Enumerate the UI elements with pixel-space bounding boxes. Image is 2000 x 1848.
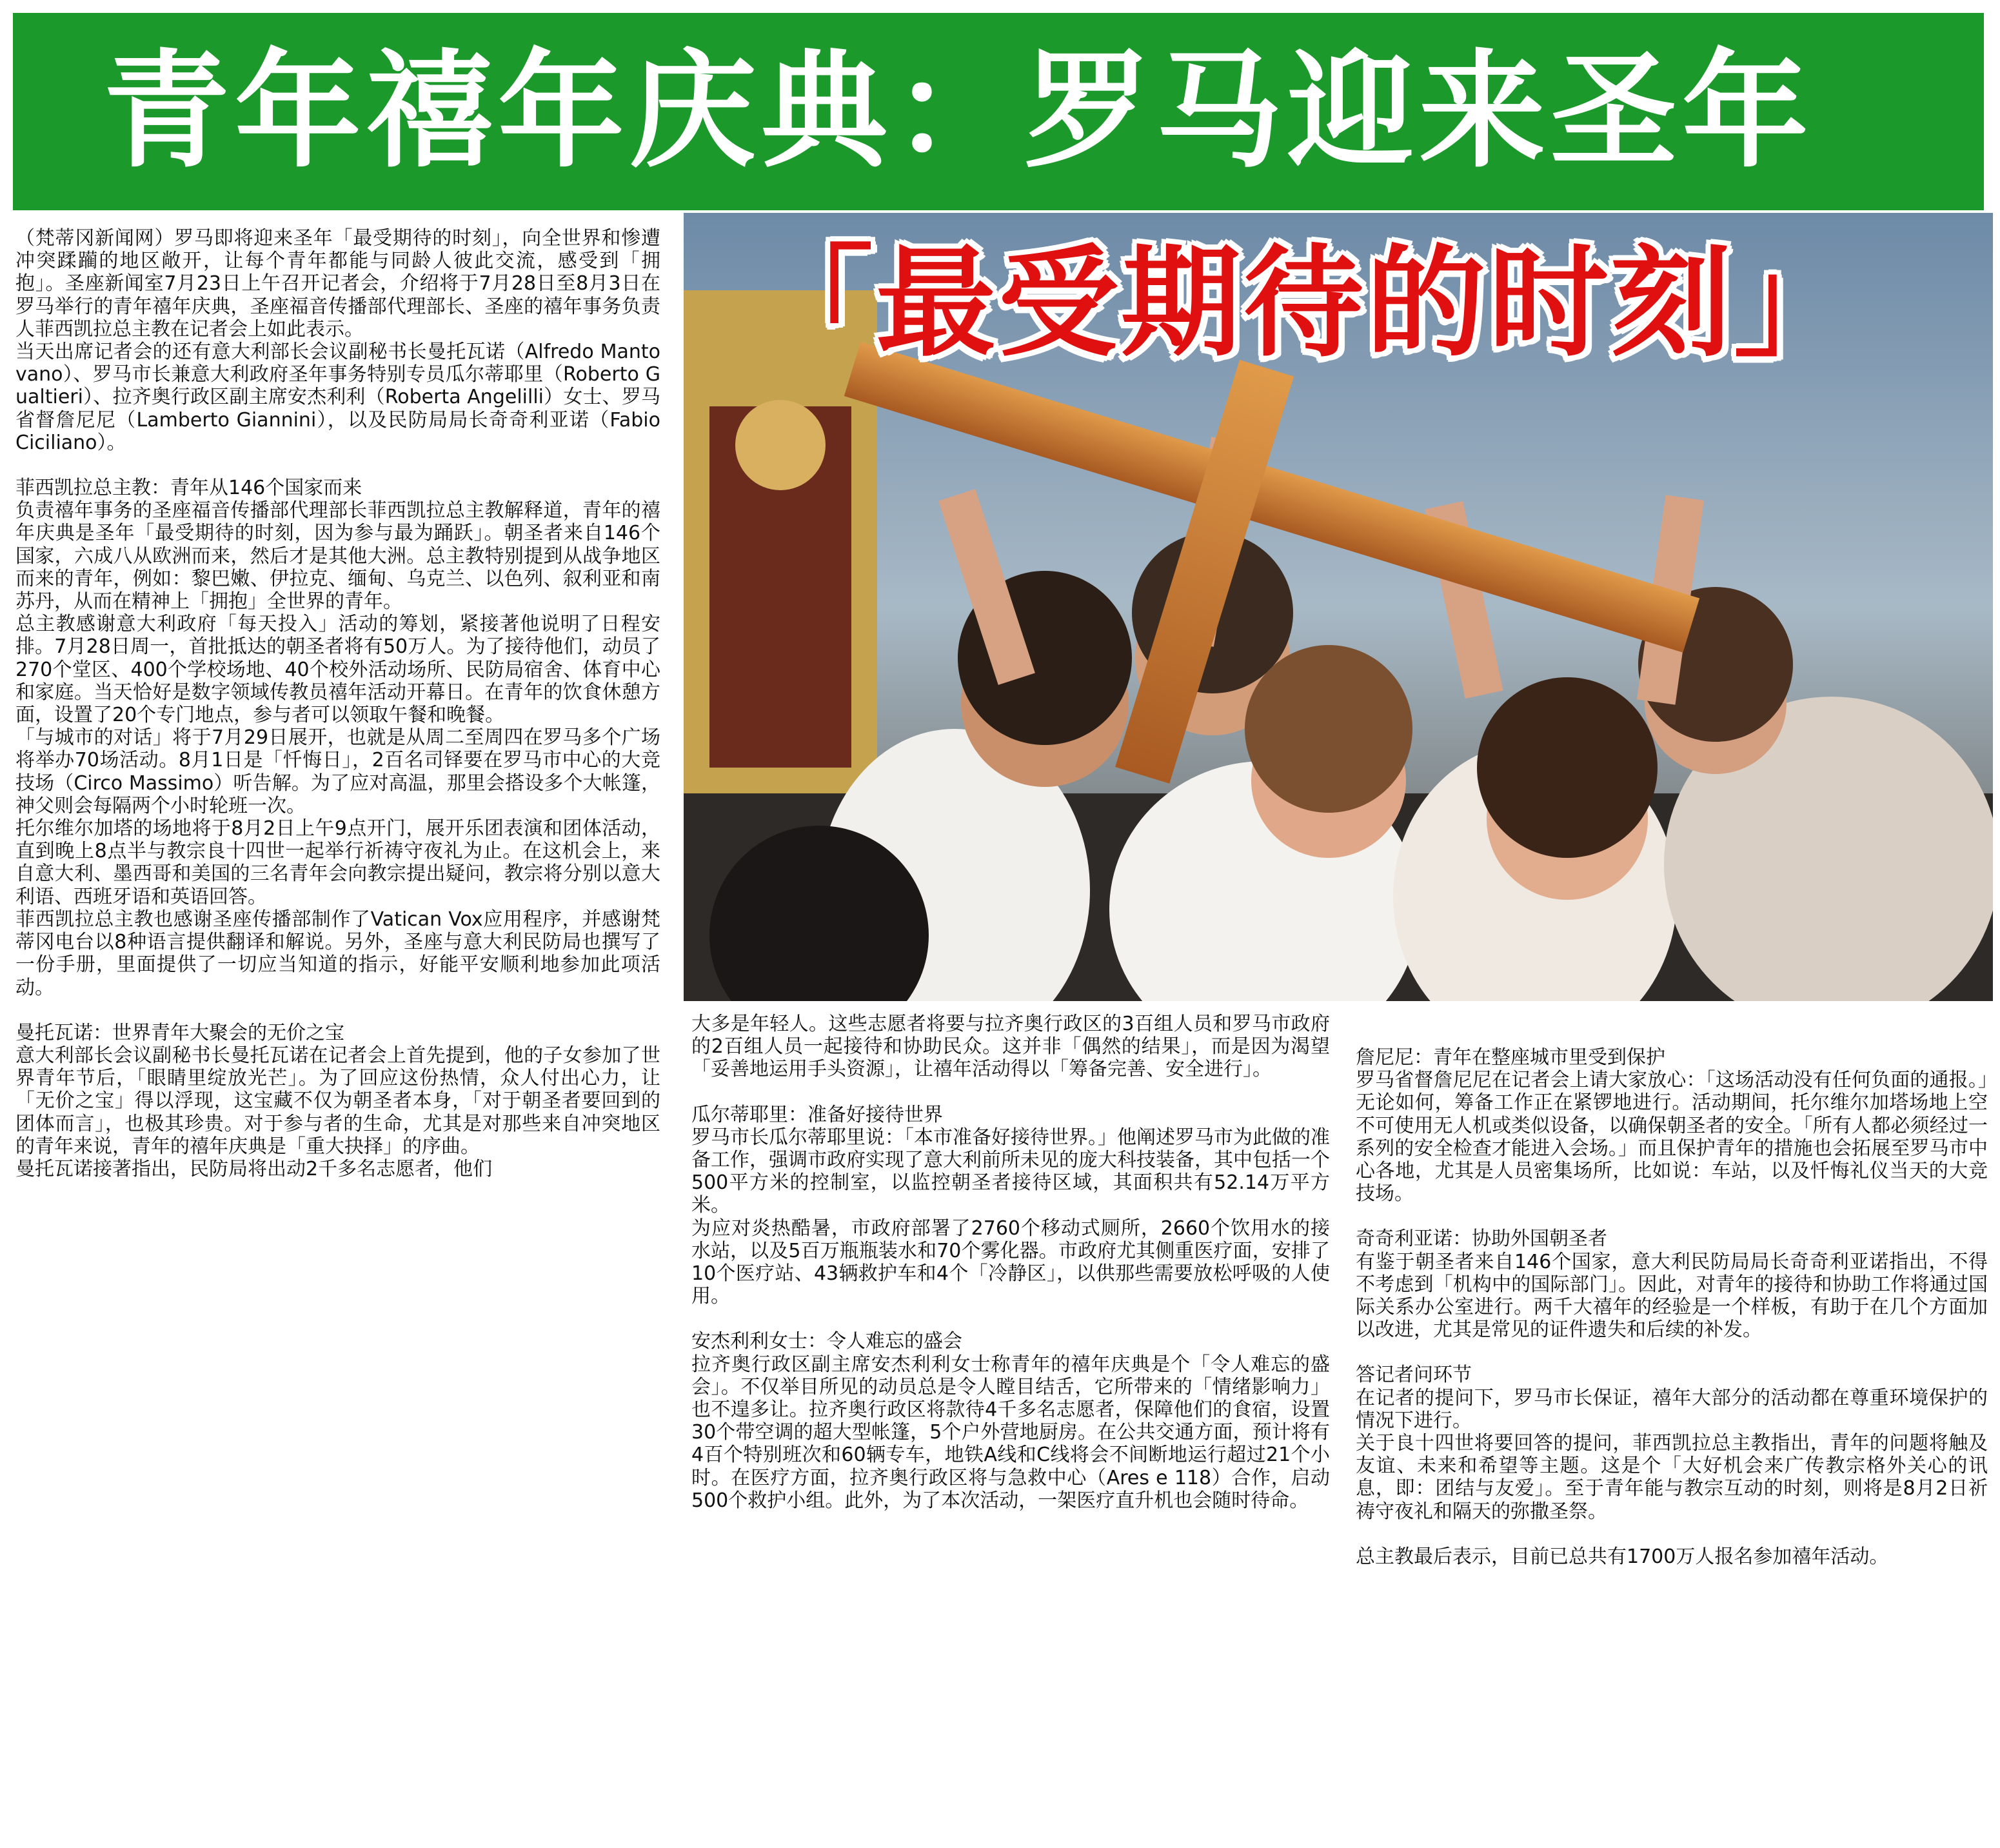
article-column-3 [1356,1046,1988,1568]
section-heading: 答记者问环节 [1356,1364,1472,1387]
paragraph: 托尔维尔加塔的场地将于8月2日上午9点开门，展开乐团表演和团体活动，直到晚上8点半与教宗良十四世一起举行祈祷守夜礼为止。在这机会上，来自意大利、墨西哥和美国的三名青年会向教宗提出疑问，教宗将分别以意大利语、西班牙语和英语回答。 [15,817,660,908]
paragraph: 大多是年轻人。这些志愿者将要与拉齐奥行政区的3百组人员和罗马市政府的2百组人员一起接待和协助民众。这并非「偶然的结果」，而是因为渴望「妥善地运用手头资源」，让禧年活动得以「筹备完善、安全进行」。 [691,1013,1330,1081]
paragraph: 意大利部长会议副秘书长曼托瓦诺在记者会上首先提到，他的子女参加了世界青年节后，「眼睛里绽放光芒」。为了回应这份热情，众人付出心力，让「无价之宝」得以浮现，这宝藏不仅为朝圣者本身，「对于朝圣者要回到的团体而言」，也极其珍贵。对于参与者的生命，尤其是对那些来自冲突地区的青年来说，青年的禧年庆典是「重大抉择」的序曲。 [15,1044,660,1158]
paragraph: 罗马市长瓜尔蒂耶里说：「本市准备好接待世界。」他阐述罗马市为此做的准备工作，强调市政府实现了意大利前所未见的庞大科技装备，其中包括一个500平方米的控制室，以监控朝圣者接待区域，其面积共有52.14万平方米。 [691,1126,1330,1217]
section-heading: 菲西凯拉总主教：青年从146个国家而来 [15,477,362,500]
paragraph: 「与城市的对话」将于7月29日展开，也就是从周二至周四在罗马多个广场将举办70场活动。8月1日是「忏悔日」，2百名司铎要在罗马市中心的大竞技场（Circo Massimo）听告解。为了应对高温，那里会搭设多个大帐篷，神父则会每隔两个小时轮班一次。 [15,726,660,817]
paragraph: 罗马省督詹尼尼在记者会上请大家放心：「这场活动没有任何负面的通报。」无论如何，筹备工作正在紧锣地进行。活动期间，托尔维尔加塔场地上空不可使用无人机或类似设备，以确保朝圣者的安全。「所有人都必须经过一系列的安全检查才能进入会场。」而且保护青年的措施也会拓展至罗马市中心各地，尤其是人员密集场所，比如说：车站，以及忏悔礼仪当天的大竞技场。 [1356,1069,1988,1206]
paragraph: 关于良十四世将要回答的提问，菲西凯拉总主教指出，青年的问题将触及友谊、未来和希望等主题。这是个「大好机会来广传教宗格外关心的讯息，即：团结与友爱」。至于青年能与教宗互动的时刻，则将是8月2日祈祷守夜礼和隔天的弥撒圣祭。 [1356,1432,1988,1523]
paragraph: 为应对炎热酷暑，市政府部署了2760个移动式厕所，2660个饮用水的接水站，以及5百万瓶瓶装水和70个雾化器。市政府尤其侧重医疗面，安排了10个医疗站、43辆救护车和4个「冷静区」，以供那些需要放松呼吸的人使用。 [691,1217,1330,1308]
paragraph: 在记者的提问下，罗马市长保证，禧年大部分的活动都在尊重环境保护的情况下进行。 [1356,1386,1988,1432]
section-heading: 曼托瓦诺：世界青年大聚会的无价之宝 [15,1021,344,1044]
photo-caption: 「最受期待的时刻」 [753,233,1857,373]
section-heading: 安杰利利女士：令人难忘的盛会 [691,1330,962,1353]
article-column-1 [15,227,660,1180]
headline: 青年禧年庆典：罗马迎来圣年 [103,38,1814,185]
article-column-2 [691,1013,1330,1512]
paragraph: 总主教感谢意大利政府「每天投入」活动的筹划，紧接著他说明了日程安排。7月28日周一，首批抵达的朝圣者将有50万人。为了接待他们，动员了270个堂区、400个学校场地、40个校外活动场所、民防局宿舍、体育中心和家庭。当天恰好是数字领域传教员禧年活动开幕日。在青年的饮食休憩方面，设置了20个专门地点，参与者可以领取午餐和晚餐。 [15,613,660,727]
section-heading: 瓜尔蒂耶里：准备好接待世界 [691,1103,943,1126]
article-photo [684,213,1993,1001]
section-heading: 詹尼尼：青年在整座城市里受到保护 [1356,1046,1665,1069]
paragraph: 拉齐奥行政区副主席安杰利利女士称青年的禧年庆典是个「令人难忘的盛会」。不仅举目所见的动员总是令人瞠目结舌，它所带来的「情绪影响力」也不遑多让。拉齐奥行政区将款待4千多名志愿者，保障他们的食宿，设置30个带空调的超大型帐篷，5个户外营地厨房。在公共交通方面，预计将有4百个特别班次和60辆专车，地铁A线和C线将会不间断地运行超过21个小时。在医疗方面，拉齐奥行政区将与急救中心（Ares e 118）合作，启动500个救护小组。此外，为了本次活动，一架医疗直升机也会随时待命。 [691,1353,1330,1512]
paragraph: 菲西凯拉总主教也感谢圣座传播部制作了Vatican Vox应用程序，并感谢梵蒂冈电台以8种语言提供翻译和解说。另外，圣座与意大利民防局也撰写了一份手册，里面提供了一切应当知道的指示，好能平安顺利地参加此项活动。 [15,908,660,999]
paragraph: 负责禧年事务的圣座福音传播部代理部长菲西凯拉总主教解释道，青年的禧年庆典是圣年「最受期待的时刻，因为参与最为踊跃」。朝圣者来自146个国家，六成八从欧洲而来，然后才是其他大洲。总主教特别提到从战争地区而来的青年，例如：黎巴嫩、伊拉克、缅甸、乌克兰、以色列、叙利亚和南苏丹，从而在精神上「拥抱」全世界的青年。 [15,499,660,613]
paragraph: 有鉴于朝圣者来自146个国家，意大利民防局局长奇奇利亚诺指出，不得不考虑到「机构中的国际部门」。因此，对青年的接待和协助工作将通过国际关系办公室进行。两千大禧年的经验是一个样板，有助于在几个方面加以改进，尤其是常见的证件遗失和后续的补发。 [1356,1250,1988,1342]
paragraph: （梵蒂冈新闻网）罗马即将迎来圣年「最受期待的时刻」，向全世界和惨遭冲突蹂躏的地区敞开，让每个青年都能与同龄人彼此交流，感受到「拥抱」。圣座新闻室7月23日上午召开记者会，介绍将于7月28日至8月3日在罗马举行的青年禧年庆典，圣座福音传播部代理部长、圣座的禧年事务负责人菲西凯拉总主教在记者会上如此表示。 [15,227,660,341]
section-heading: 奇奇利亚诺：协助外国朝圣者 [1356,1227,1607,1251]
paragraph: 总主教最后表示，目前已总共有1700万人报名参加禧年活动。 [1356,1545,1889,1568]
headline-banner [13,13,1984,210]
paragraph: 曼托瓦诺接著指出，民防局将出动2千多名志愿者，他们 [15,1157,493,1180]
paragraph: 当天出席记者会的还有意大利部长会议副秘书长曼托瓦诺（Alfredo Mantovano）、罗马市长兼意大利政府圣年事务特别专员瓜尔蒂耶里（Roberto Gualtieri）、拉齐奥行政区副主席安杰利利（Roberta Angelilli）女士、罗马省督詹尼尼（Lamberto Giannini），以及民防局局长奇奇利亚诺（Fabio Ciciliano）。 [15,341,660,454]
